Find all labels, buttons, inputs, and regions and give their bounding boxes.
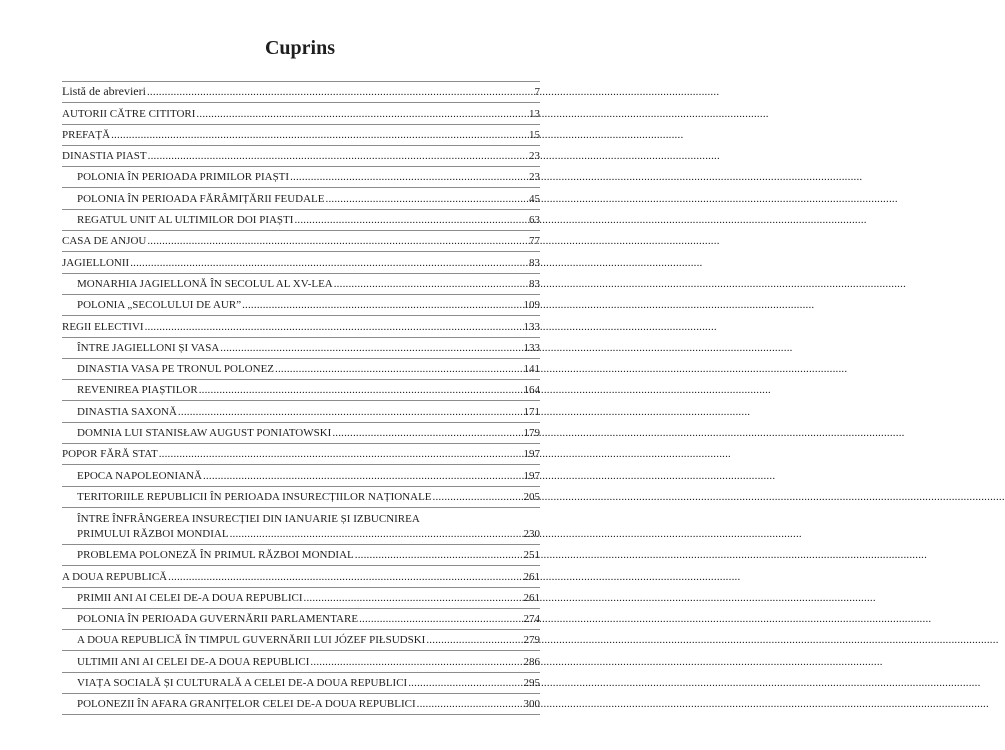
toc-entry-line (77, 171, 540, 184)
dot-leader (310, 656, 522, 669)
toc-entry-title: CASA DE ANJOU (62, 235, 147, 248)
toc-page-number: 45 (529, 192, 540, 205)
toc-entry (62, 103, 540, 124)
toc-entry-title: TERITORIILE REPUBLICII ÎN PERIOADA INSURECȚIILOR NAȚIONALE (77, 490, 432, 503)
toc-entry-title: PROBLEMA POLONEZĂ ÎN PRIMUL RĂZBOI MONDIAL (77, 549, 354, 562)
toc-page-number: 300 (523, 698, 540, 711)
dot-leader (355, 549, 523, 562)
toc-entry-line (62, 85, 540, 99)
toc-entry-line (62, 235, 540, 248)
toc-entry (62, 252, 540, 273)
toc-entry-title: POLONIA ÎN PERIOADA FĂRÂMIȚĂRII FEUDALE (77, 192, 325, 205)
toc-page-number: 205 (523, 490, 540, 503)
toc-page-number: 171 (523, 405, 540, 418)
toc-entry (62, 673, 540, 694)
toc-entry-title-line: ÎNTRE ÎNFRÂNGEREA INSURECȚIEI DIN IANUARIE ȘI IZBUCNIREA (77, 512, 420, 525)
dot-leader (275, 363, 522, 376)
toc-page-number: 15 (529, 128, 540, 141)
toc-entry-line (62, 108, 540, 121)
toc-entry (62, 146, 540, 167)
dot-leader (332, 427, 522, 440)
dot-leader (230, 528, 523, 541)
toc-entry-title: POLONIA „SECOLULUI DE AUR” (77, 299, 242, 312)
dot-leader (147, 235, 528, 248)
dot-leader (326, 193, 529, 206)
toc-page-number: 251 (523, 549, 540, 562)
toc-entry (62, 231, 540, 252)
toc-entry (62, 588, 540, 609)
toc-page-number: 286 (523, 655, 540, 668)
toc-entry (62, 566, 540, 587)
toc-page-number: 133 (523, 341, 540, 354)
toc-entry (62, 609, 540, 630)
toc-entry (62, 316, 540, 337)
toc-entry-line (77, 384, 540, 397)
toc-entry-title: MONARHIA JAGIELLONĂ ÎN SECOLUL AL XV-LEA (77, 277, 333, 290)
toc-entry-line (77, 634, 540, 647)
toc-entry-line (62, 150, 540, 163)
toc-entry (62, 651, 540, 672)
dot-leader (359, 613, 522, 626)
dot-leader (433, 491, 523, 504)
toc-page-number: 295 (523, 677, 540, 690)
toc-entry (62, 545, 540, 566)
toc-entry-title: A DOUA REPUBLICĂ (62, 570, 168, 583)
toc-entry-line (62, 257, 540, 270)
toc-entry-title: POLONIA ÎN PERIOADA PRIMILOR PIAȘTI (77, 171, 290, 184)
toc-entry (62, 401, 540, 422)
dot-leader (220, 342, 522, 355)
toc-page-number: 197 (523, 469, 540, 482)
toc-page-number: 83 (529, 277, 540, 290)
toc-entry-title: PRIMII ANI AI CELEI DE-A DOUA REPUBLICI (77, 591, 303, 604)
toc-page-number: 197 (523, 448, 540, 461)
toc-page-number: 7 (534, 86, 540, 99)
toc-entry-line (77, 592, 540, 605)
toc-entry-title: REGATUL UNIT AL ULTIMILOR DOI PIAȘTI (77, 214, 294, 227)
toc-entry (62, 487, 540, 508)
toc-entry (62, 508, 540, 545)
dot-leader (147, 86, 534, 99)
toc-entry (62, 359, 540, 380)
dot-leader (203, 470, 523, 483)
toc-page-number: 133 (523, 320, 540, 333)
dot-leader (168, 571, 522, 584)
dot-leader (145, 321, 523, 334)
toc-entry-line (77, 363, 540, 376)
toc-page-number: 261 (523, 570, 540, 583)
dot-leader (130, 257, 528, 270)
toc-entry (62, 694, 540, 715)
toc-entry-line (62, 129, 540, 142)
toc-entry-title: JAGIELLONII (62, 256, 130, 269)
dot-leader (196, 108, 528, 121)
dot-leader (111, 129, 528, 142)
toc-entry-title: PRIMULUI RĂZBOI MONDIAL (77, 527, 229, 540)
toc-entry (62, 423, 540, 444)
toc-entry-title: ULTIMII ANI AI CELEI DE-A DOUA REPUBLICI (77, 655, 310, 668)
dot-leader (159, 448, 523, 461)
toc-entry (62, 380, 540, 401)
toc-entry (62, 210, 540, 231)
dot-leader (417, 698, 523, 711)
toc-entry-line (62, 571, 540, 584)
toc-entry-line (77, 613, 540, 626)
toc-entry-title: PREFAȚĂ (62, 128, 111, 141)
toc-page-number: 109 (523, 299, 540, 312)
dot-leader (294, 214, 528, 227)
toc-entry-title: EPOCA NAPOLEONIANĂ (77, 469, 202, 482)
toc-entry (62, 125, 540, 146)
toc-entry (62, 444, 540, 465)
toc-page-number: 261 (523, 591, 540, 604)
toc-entry-title: DINASTIA PIAST (62, 150, 147, 163)
toc-entry (62, 630, 540, 651)
dot-leader (426, 634, 522, 647)
toc-entry-title: REVENIREA PIAȘTILOR (77, 384, 198, 397)
toc-entry-line (77, 214, 540, 227)
toc-page-number: 274 (523, 613, 540, 626)
dot-leader (199, 384, 523, 397)
toc-page-number: 13 (529, 107, 540, 120)
toc-entry-title: DINASTIA VASA PE TRONUL POLONEZ (77, 363, 275, 376)
dot-leader (242, 299, 522, 312)
toc-entry-title: POLONIA ÎN PERIOADA GUVERNĂRII PARLAMENTARE (77, 613, 359, 626)
toc-entry-title: DINASTIA SAXONĂ (77, 405, 177, 418)
toc-page-number: 77 (529, 235, 540, 248)
toc-entry-line (77, 427, 540, 440)
toc-entry (62, 338, 540, 359)
toc-entry (62, 167, 540, 188)
toc-page-number: 83 (529, 256, 540, 269)
toc-page-number: 230 (523, 527, 540, 540)
toc-entry (62, 274, 540, 295)
toc-entry-title: REGII ELECTIVI (62, 320, 144, 333)
toc-entry-line (77, 698, 540, 711)
toc-entry-line (77, 549, 540, 562)
toc-page-number: 164 (523, 384, 540, 397)
dot-leader (290, 171, 528, 184)
toc-entry (62, 465, 540, 486)
toc-entry-title: POPOR FĂRĂ STAT (62, 448, 158, 461)
dot-leader (178, 406, 523, 419)
toc-entry-title: DOMNIA LUI STANISŁAW AUGUST PONIATOWSKI (77, 427, 332, 440)
toc-entry-line (77, 656, 540, 669)
toc-page-number: 179 (523, 427, 540, 440)
toc-entry-line (77, 528, 540, 541)
toc-entry-title: POLONEZII ÎN AFARA GRANIȚELOR CELEI DE-A DOUA REPUBLICI (77, 698, 416, 711)
dot-leader (148, 150, 528, 163)
toc-entry-line (77, 470, 540, 483)
toc-entry-title: AUTORII CĂTRE CITITORI (62, 107, 196, 120)
toc-entry-line (62, 448, 540, 461)
toc-page-number: 23 (529, 171, 540, 184)
toc-entry-line (77, 299, 540, 312)
toc-entry-title: VIAȚA SOCIALĂ ȘI CULTURALĂ A CELEI DE-A DOUA REPUBLICI (77, 677, 408, 690)
toc-entry-line (62, 321, 540, 334)
toc-entry-line (77, 406, 540, 419)
page-title: Cuprins (264, 37, 336, 59)
toc-entry-line (77, 677, 540, 690)
toc-entry (62, 82, 540, 103)
toc-entry-line (77, 342, 540, 355)
table-of-contents (62, 81, 540, 715)
toc-page-number: 279 (523, 634, 540, 647)
toc-page-number: 141 (523, 363, 540, 376)
dot-leader (334, 278, 528, 291)
toc-page-number: 23 (529, 150, 540, 163)
toc-entry-line (77, 193, 540, 206)
dot-leader (304, 592, 523, 605)
dot-leader (408, 677, 522, 690)
toc-entry-title: A DOUA REPUBLICĂ ÎN TIMPUL GUVERNĂRII LUI JÓZEF PIŁSUDSKI (77, 634, 426, 647)
toc-entry (62, 188, 540, 209)
toc-page-number: 63 (529, 214, 540, 227)
toc-entry-line (77, 278, 540, 291)
toc-entry-line (77, 491, 540, 504)
toc-entry-title: ÎNTRE JAGIELLONI ȘI VASA (77, 341, 220, 354)
toc-entry (62, 295, 540, 316)
toc-entry-title: Listă de abrevieri (62, 84, 146, 99)
